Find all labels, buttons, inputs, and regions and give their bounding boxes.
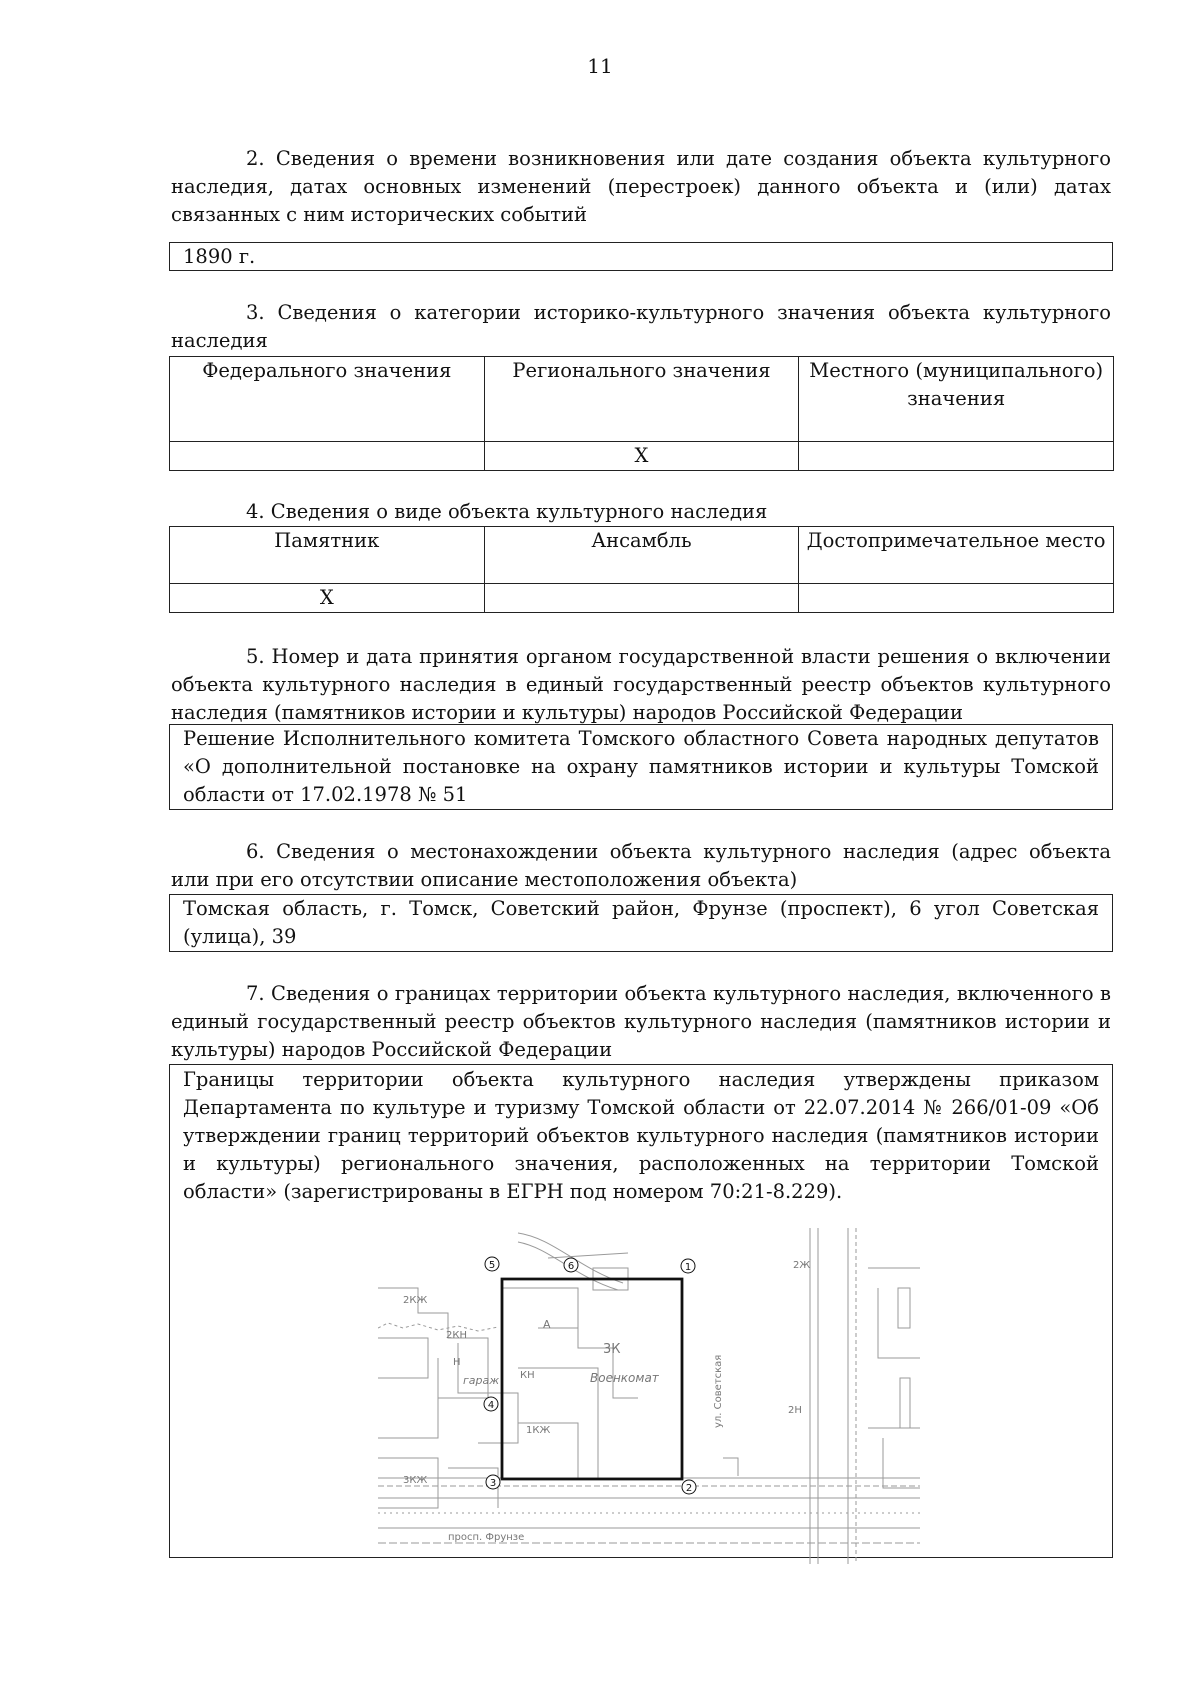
map-labels [403,1260,810,1543]
boundary-map [378,1228,920,1564]
section-2-value-box [169,242,1113,271]
map-label-3kzh: 3КЖ [403,1475,428,1486]
type-monument-value: X [170,584,485,613]
type-landmark-value [799,584,1114,613]
category-regional-header: Регионального значения [484,357,799,442]
section-2-heading: 2. Сведения о времени возникновения или дате создания объекта культурного наследия, датах основных изменений (перестроек) данного объекта и (или) датах связанных с ним исторических событий [171,147,1111,226]
type-ensemble-header: Ансамбль [484,527,799,584]
map-point-1: 1 [684,1262,692,1273]
type-monument-header: Памятник [170,527,485,584]
map-label-2kn: 2КН [446,1330,467,1341]
section-7-value: Границы территории объекта культурного наследия утверждены приказом Департамента по культуре и туризму Томской области от 22.07.2014 № 266/01-09 «Об утверждении границ территорий объектов культурного наследия (памятников истории и культуры) регионального значения, расположенных на территории Томской области» (зарегистрированы в ЕГРН под номером 70:21-8.229). [183,1068,1099,1203]
page-number: 11 [587,54,613,78]
map-label-3k: 3К [603,1342,621,1357]
section-6-value: Томская область, г. Томск, Советский район, Фрунзе (проспект), 6 угол Советская (улица), 39 [183,897,1099,948]
section-5-heading: 5. Номер и дата принятия органом государственной власти решения о включении объекта культурного наследия в единый государственный реестр объектов культурного наследия (памятников истории и культуры) народов Российской Федерации [171,645,1111,724]
section-4-heading: 4. Сведения о виде объекта культурного наследия [246,500,768,523]
section-7-heading: 7. Сведения о границах территории объекта культурного наследия, включенного в единый государственный реестр объектов культурного наследия (памятников истории и культуры) народов Российской Федерации [171,982,1111,1061]
category-table-header-row [170,357,1114,442]
category-local-value [799,442,1114,471]
map-label-sovetskaya: ул. Советская [713,1354,724,1428]
category-federal-header: Федерального значения [170,357,485,442]
category-regional-value: X [484,442,799,471]
map-point-2: 2 [685,1483,693,1494]
map-label-2zh: 2Ж [793,1260,811,1271]
map-point-5: 5 [488,1260,496,1271]
map-label-a: А [543,1318,551,1331]
map-label-garage: гараж [463,1374,500,1387]
category-table [169,356,1114,471]
category-local-header: Местного (муниципального) значения [799,357,1114,442]
section-2-value: 1890 г. [183,245,256,268]
type-landmark-header: Достопримечательное место [799,527,1114,584]
section-3-heading: 3. Сведения о категории историко-культурного значения объекта культурного наследия [171,301,1111,352]
map-label-voenkomat: Военкомат [590,1371,659,1385]
type-table [169,526,1114,613]
type-ensemble-value [484,584,799,613]
map-label-frunze: просп. Фрунзе [448,1532,525,1543]
section-5-value: Решение Исполнительного комитета Томского областного Совета народных депутатов «О дополнительной постановке на охрану памятников истории и культуры Томской области от 17.02.1978 № 51 [183,727,1099,806]
section-6-value-box [169,894,1113,952]
type-table-value-row [170,584,1114,613]
boundary-map-svg [378,1228,920,1564]
map-point-6: 6 [567,1261,575,1272]
map-label-2n: 2Н [788,1405,802,1416]
map-label-kn: КН [520,1370,535,1381]
map-label-2kzh: 2КЖ [403,1295,428,1306]
type-table-header-row [170,527,1114,584]
map-label-1kzh: 1КЖ [526,1425,551,1436]
section-5-value-box [169,724,1113,810]
map-label-n: Н [453,1357,461,1368]
map-point-3: 3 [489,1478,497,1489]
category-federal-value [170,442,485,471]
category-table-value-row [170,442,1114,471]
map-point-4: 4 [487,1400,495,1411]
section-6-heading: 6. Сведения о местонахождении объекта культурного наследия (адрес объекта или при его отсутствии описание местоположения объекта) [171,840,1111,891]
